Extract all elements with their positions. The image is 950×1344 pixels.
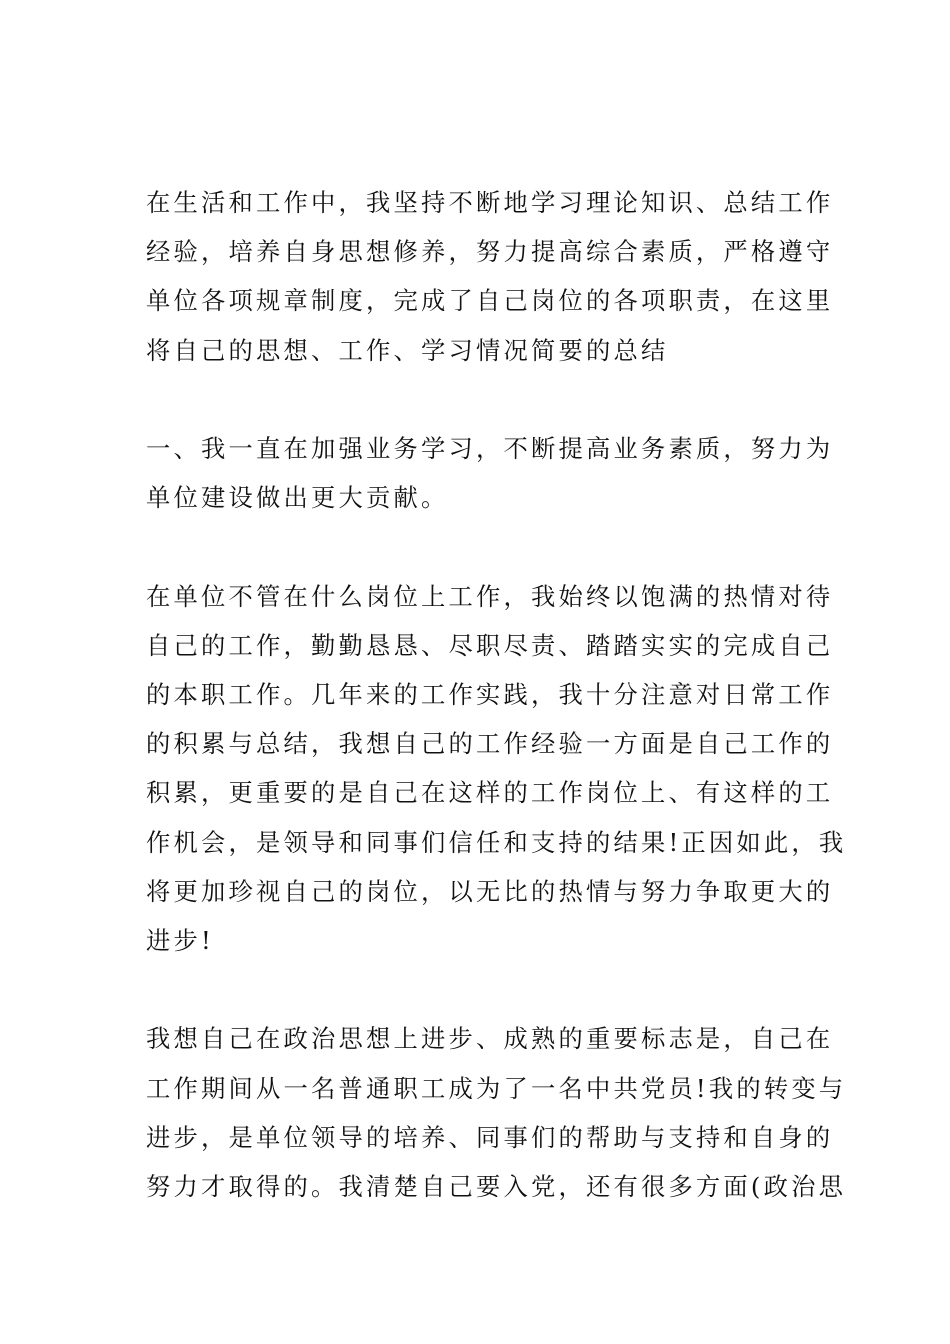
- text-line: 在单位不管在什么岗位上工作，我始终以饱满的热情对待: [146, 581, 834, 611]
- text-line: 进步，是单位领导的培养、同事们的帮助与支持和自身的: [146, 1122, 834, 1152]
- text-line: 在生活和工作中，我坚持不断地学习理论知识、总结工作: [146, 188, 834, 217]
- text-line: 的本职工作。几年来的工作实践，我十分注意对日常工作: [146, 680, 834, 709]
- text-line: 的积累与总结，我想自己的工作经验一方面是自己工作的: [146, 729, 834, 759]
- text-line: 一、我一直在加强业务学习，不断提高业务素质，努力为: [146, 434, 834, 463]
- text-line: 工作期间从一名普通职工成为了一名中共党员!我的转变与: [146, 1073, 847, 1103]
- paragraph-section-heading: [146, 424, 834, 522]
- text-line: 单位各项规章制度，完成了自己岗位的各项职责，在这里: [146, 286, 834, 316]
- paragraph-political: [146, 1014, 847, 1211]
- text-line: 将自己的思想、工作、学习情况简要的总结: [146, 335, 669, 365]
- text-line: 作机会，是领导和同事们信任和支持的结果!正因如此，我: [146, 827, 847, 857]
- text-line: 经验，培养自身思想修养，努力提高综合素质，严格遵守: [146, 237, 834, 267]
- text-line: 我想自己在政治思想上进步、成熟的重要标志是，自己在: [146, 1024, 834, 1054]
- text-line: 将更加珍视自己的岗位，以无比的热情与努力争取更大的: [146, 876, 834, 906]
- text-line: 自己的工作，勤勤恳恳、尽职尽责、踏踏实实的完成自己: [146, 630, 834, 660]
- paragraph-work: [146, 572, 847, 966]
- text-line: 单位建设做出更大贡献。: [146, 483, 449, 513]
- text-line: 积累，更重要的是自己在这样的工作岗位上、有这样的工: [146, 778, 834, 808]
- document-body: [146, 178, 847, 1260]
- text-line: 努力才取得的。我清楚自己要入党，还有很多方面(政治思: [146, 1172, 847, 1202]
- text-line: 进步!: [146, 926, 214, 956]
- paragraph-intro: [146, 178, 834, 375]
